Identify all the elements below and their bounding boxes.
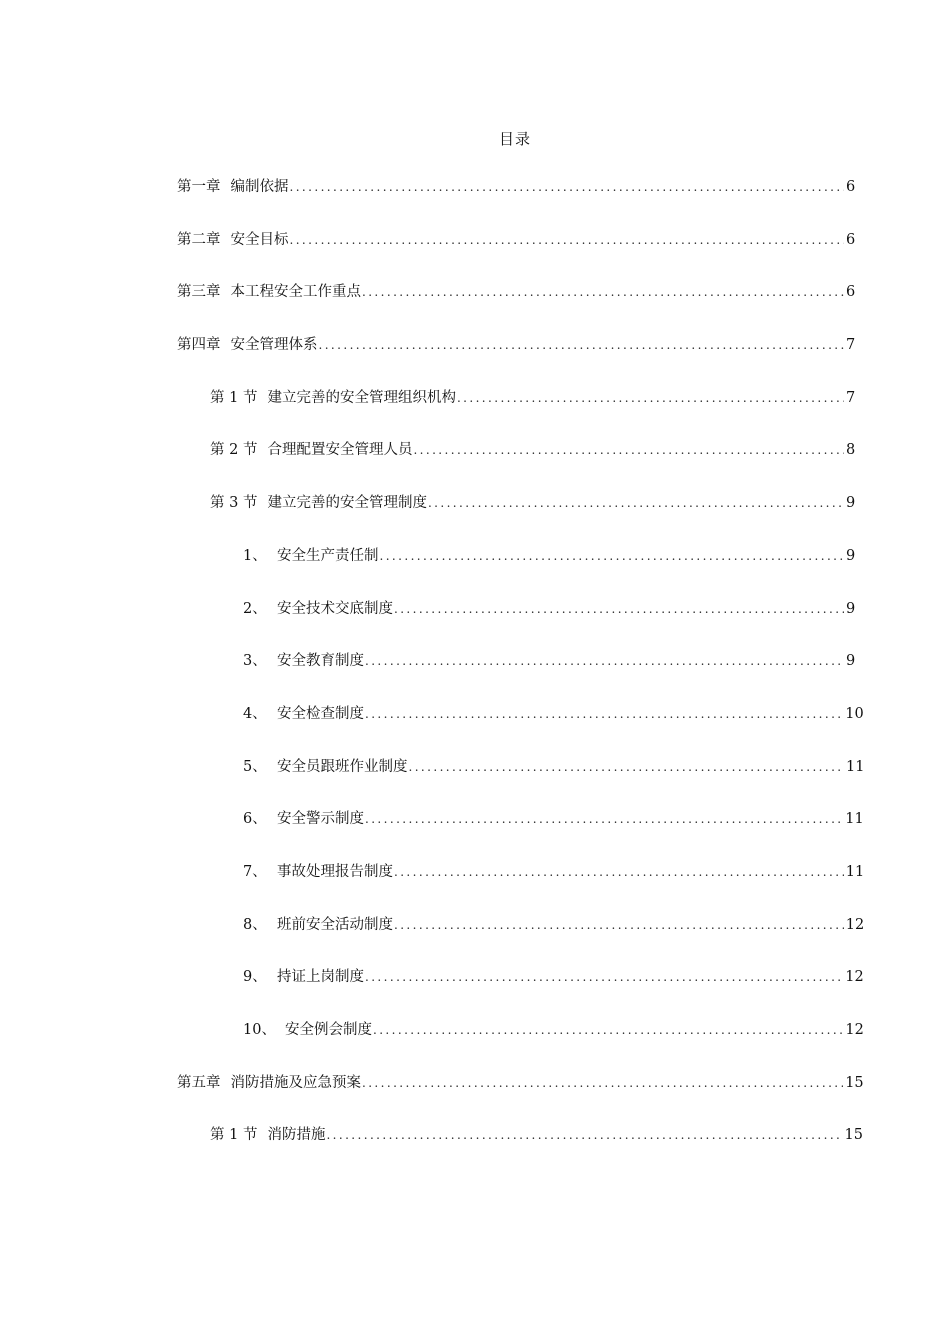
toc-entry-number: 7、: [243, 863, 267, 880]
dot-leader: [380, 545, 845, 567]
toc-entry-label: 建立完善的安全管理组织机构: [267, 389, 456, 406]
toc-entry-page: 9: [846, 495, 856, 512]
toc-entry-row: [177, 334, 854, 356]
toc-entry-row: [177, 1072, 864, 1094]
toc-entry-label: 安全警示制度: [277, 811, 364, 828]
toc-entry[interactable]: [0, 650, 950, 703]
toc-entry-row: [177, 176, 854, 198]
toc-entry-page: 12: [845, 916, 865, 933]
toc-entry-page: 10: [845, 705, 864, 722]
toc-entry-page: 9: [846, 600, 856, 617]
toc-entry-number: 1、: [243, 547, 267, 564]
toc-entry[interactable]: [0, 387, 950, 440]
toc-entry-page: 6: [846, 231, 856, 248]
toc-entry-number: 第二章: [177, 231, 221, 248]
toc-entry-page: 7: [846, 389, 856, 406]
toc-entry-page: 9: [846, 653, 856, 670]
toc-list: [0, 176, 950, 1177]
toc-entry[interactable]: [0, 861, 950, 914]
toc-entry-row: [210, 1124, 863, 1146]
toc-entry-number: 第三章: [177, 284, 221, 301]
dot-leader: [290, 229, 845, 251]
toc-entry-row: [177, 229, 854, 251]
dot-leader: [362, 281, 844, 303]
toc-entry-label: 编制依据: [230, 179, 289, 195]
dot-leader: [365, 966, 843, 988]
dot-leader: [373, 1019, 843, 1041]
toc-entry[interactable]: [0, 281, 950, 334]
toc-entry-row: [243, 703, 864, 725]
toc-entry-page: 9: [846, 547, 856, 564]
dot-leader: [394, 914, 844, 936]
toc-entry-number: 6、: [243, 811, 267, 828]
toc-entry-row: [243, 650, 854, 672]
toc-entry-number: 第 1 节: [210, 1127, 258, 1144]
toc-entry-label: 事故处理报告制度: [277, 863, 393, 880]
toc-entry-label: 消防措施: [267, 1127, 326, 1144]
toc-entry-number: 9、: [243, 969, 267, 986]
toc-entry-row: [243, 1019, 864, 1041]
toc-entry[interactable]: [0, 703, 950, 756]
toc-entry-number: 第 2 节: [210, 442, 258, 459]
toc-entry-page: 8: [846, 442, 856, 459]
toc-entry-label: 安全生产责任制: [277, 547, 379, 564]
toc-entry-row: [210, 492, 854, 514]
dot-leader: [409, 756, 845, 778]
dot-leader: [457, 387, 844, 409]
toc-entry-row: [210, 439, 854, 461]
toc-entry-row: [243, 598, 854, 620]
toc-entry[interactable]: [0, 914, 950, 967]
toc-entry-label: 班前安全活动制度: [277, 916, 393, 933]
toc-entry[interactable]: [0, 439, 950, 492]
toc-entry-number: 第四章: [177, 337, 221, 354]
toc-entry-row: [243, 808, 864, 830]
dot-leader: [413, 439, 844, 461]
toc-entry[interactable]: [0, 176, 950, 229]
toc-entry-label: 持证上岗制度: [277, 969, 364, 986]
toc-entry-number: 3、: [243, 653, 267, 670]
toc-entry-label: 安全员跟班作业制度: [277, 758, 408, 775]
toc-entry-label: 安全检查制度: [277, 705, 364, 722]
toc-entry[interactable]: [0, 756, 950, 809]
toc-entry-row: [210, 387, 854, 409]
toc-entry[interactable]: [0, 966, 950, 1019]
toc-entry-number: 8、: [243, 916, 267, 933]
toc-entry-row: [243, 914, 865, 936]
toc-entry-label: 合理配置安全管理人员: [267, 442, 413, 459]
dot-leader: [326, 1124, 842, 1146]
toc-entry[interactable]: [0, 334, 950, 387]
toc-entry-number: 第 1 节: [210, 389, 258, 406]
toc-entry-number: 第五章: [177, 1074, 221, 1091]
toc-entry-row: [243, 545, 854, 567]
toc-entry-page: 12: [845, 969, 864, 986]
toc-entry[interactable]: [0, 1072, 950, 1125]
toc-entry-page: 6: [846, 179, 856, 195]
toc-entry-page: 15: [844, 1127, 863, 1144]
toc-entry-page: 11: [845, 811, 864, 828]
toc-entry-label: 本工程安全工作重点: [230, 284, 361, 301]
dot-leader: [290, 176, 845, 198]
toc-entry[interactable]: [0, 1124, 950, 1177]
dot-leader: [365, 808, 843, 830]
toc-entry-number: 5、: [243, 758, 267, 775]
toc-entry[interactable]: [0, 492, 950, 545]
dot-leader: [394, 861, 844, 883]
toc-entry-label: 消防措施及应急预案: [230, 1074, 361, 1091]
toc-entry-page: 11: [846, 758, 865, 775]
toc-entry-number: 4、: [243, 705, 267, 722]
toc-entry-number: 第一章: [177, 179, 221, 195]
toc-entry-label: 安全技术交底制度: [277, 600, 393, 617]
toc-entry-page: 12: [845, 1022, 864, 1038]
toc-entry-label: 安全管理体系: [230, 337, 318, 354]
toc-entry-row: [243, 966, 864, 988]
toc-entry-row: [243, 861, 865, 883]
toc-entry[interactable]: [0, 229, 950, 282]
dot-leader: [365, 703, 843, 725]
toc-entry[interactable]: [0, 1019, 950, 1072]
toc-entry-label: 建立完善的安全管理制度: [267, 495, 427, 512]
dot-leader: [394, 598, 844, 620]
toc-entry-page: 7: [846, 337, 856, 354]
toc-entry-page: 15: [845, 1074, 864, 1091]
dot-leader: [362, 1072, 843, 1094]
dot-leader: [365, 650, 844, 672]
toc-entry[interactable]: [0, 808, 950, 861]
dot-leader: [319, 334, 845, 356]
toc-entry[interactable]: [0, 545, 950, 598]
toc-entry-label: 安全例会制度: [285, 1022, 372, 1038]
toc-entry-row: [177, 281, 854, 303]
dot-leader: [428, 492, 844, 514]
toc-entry-number: 第 3 节: [210, 495, 258, 512]
toc-entry-row: [243, 756, 865, 778]
toc-title: 目录: [498, 130, 531, 148]
toc-entry-number: 10、: [243, 1022, 276, 1038]
toc-entry-page: 6: [846, 284, 856, 301]
toc-entry-label: 安全目标: [230, 231, 289, 248]
toc-entry-page: 11: [845, 863, 865, 880]
toc-entry-number: 2、: [243, 600, 267, 617]
toc-entry[interactable]: [0, 598, 950, 651]
toc-entry-label: 安全教育制度: [277, 653, 364, 670]
